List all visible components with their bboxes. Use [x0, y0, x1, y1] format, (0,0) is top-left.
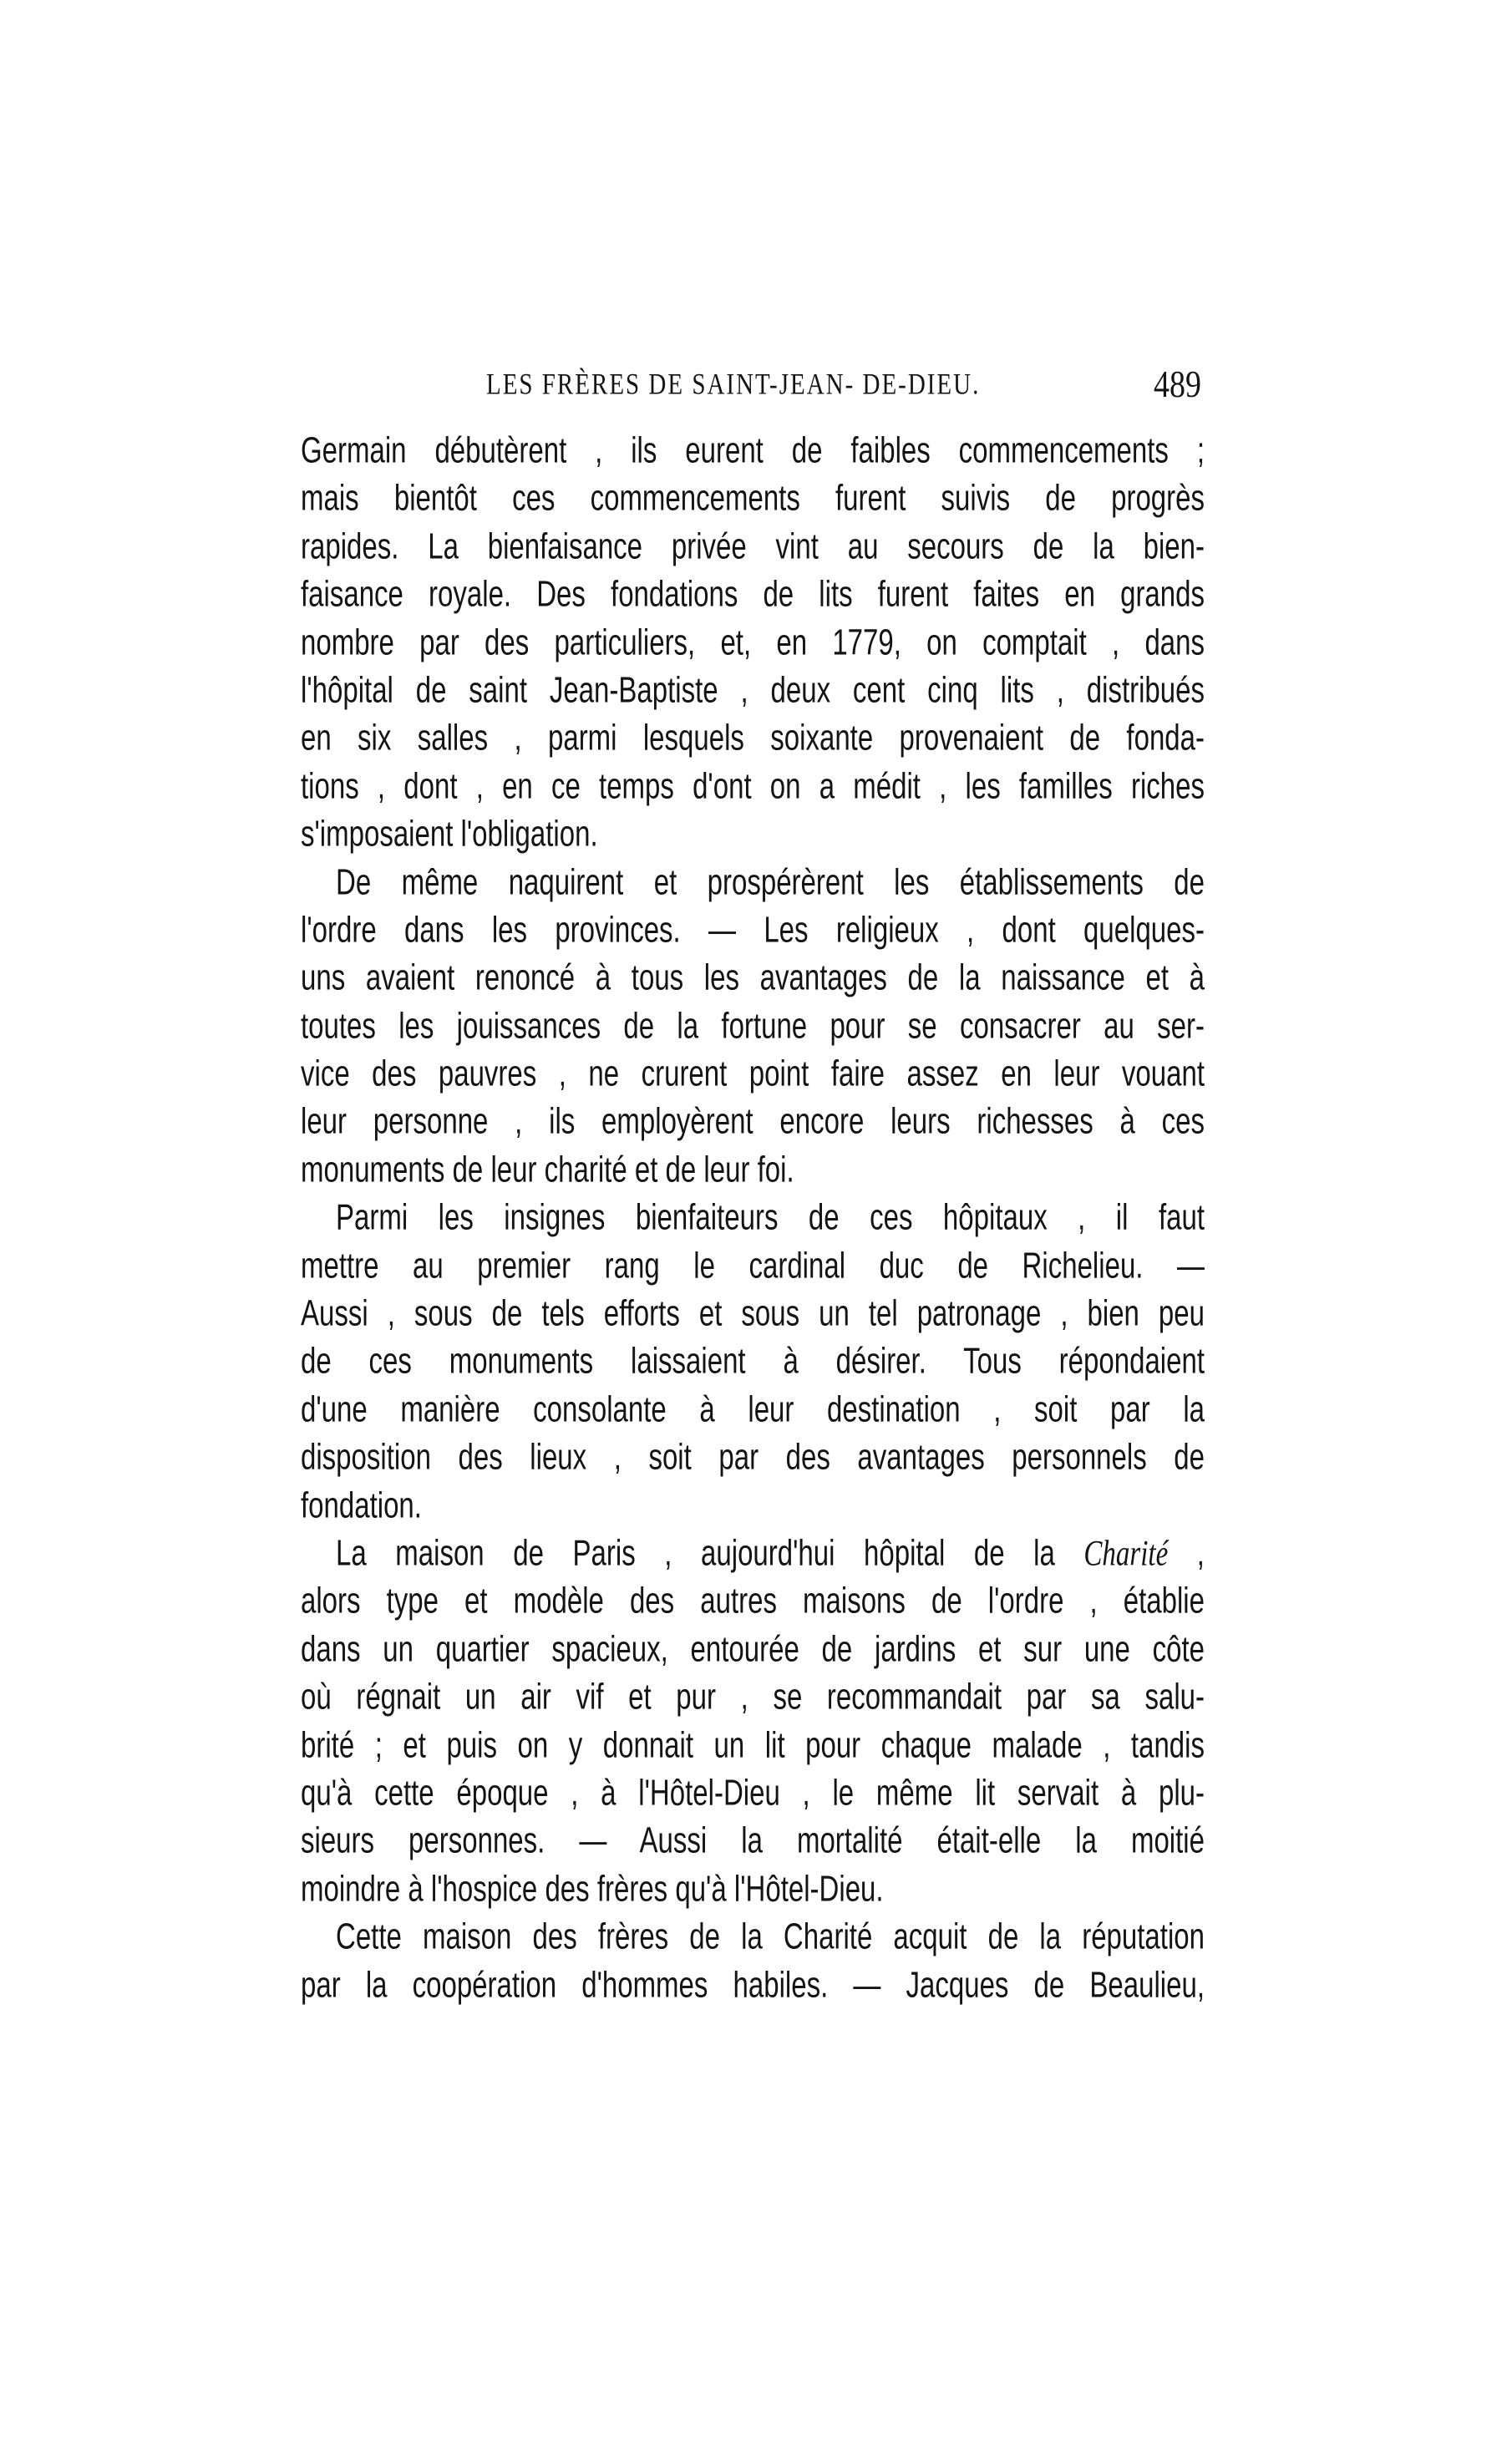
text-line: rapides. La bienfaisance privée vint au secours de la bien- — [301, 525, 1205, 566]
paragraph — [301, 1193, 1205, 1529]
text-line: De même naquirent et prospérèrent les établissements de — [336, 860, 1205, 902]
text-segment: , — [1168, 1532, 1205, 1573]
paragraph — [301, 1912, 1205, 2008]
text-line: Cette maison des frères de la Charité acquit de la réputation — [336, 1916, 1205, 1956]
text-line: mettre au premier rang le cardinal duc de Richelieu. — — [301, 1244, 1205, 1286]
text-line: vice des pauvres , ne crurent point faire assez en leur vouant — [301, 1053, 1205, 1094]
italic-text: Charité — [1083, 1534, 1169, 1575]
text-line: brité ; et puis on y donnait un lit pour chaque malade , tandis — [301, 1723, 1205, 1765]
text-line: mais bientôt ces commencements furent suivis de progrès — [301, 477, 1205, 519]
text-line: l'ordre dans les provinces. — Les religieux , dont quelques- — [301, 908, 1205, 950]
text-line: leur personne , ils employèrent encore leurs richesses à ces — [301, 1100, 1205, 1142]
text-line: nombre par des particuliers, et, en 1779, on comptait , dans — [301, 621, 1205, 662]
text-line: faisance royale. Des fondations de lits furent faites en grands — [301, 573, 1205, 615]
text-line: monuments de leur charité et de leur foi. — [301, 1148, 794, 1190]
page-number: 489 — [1154, 363, 1201, 406]
paragraph — [301, 1529, 1205, 1912]
text-line: Aussi , sous de tels efforts et sous un tel patronage , bien peu — [301, 1292, 1205, 1333]
running-head — [301, 363, 1203, 409]
text-line: qu'à cette époque , à l'Hôtel-Dieu , le même lit servait à plu- — [301, 1771, 1205, 1813]
text-line: en six salles , parmi lesquels soixante provenaient de fonda- — [301, 717, 1205, 759]
text-line: de ces monuments laissaient à désirer. Tous répondaient — [301, 1340, 1205, 1382]
text-line: disposition des lieux , soit par des avantages personnels de — [301, 1436, 1205, 1478]
text-line: Germain débutèrent , ils eurent de faibles commencements ; — [301, 429, 1205, 470]
text-line: l'hôpital de saint Jean-Baptiste , deux cent cinq lits , distribués — [301, 668, 1205, 710]
paragraph — [301, 426, 1205, 858]
running-head-title: LES FRÈRES DE SAINT-JEAN- DE-DIEU. — [486, 368, 981, 401]
text-line: par la coopération d'hommes habiles. — Jacques de Beaulieu, — [301, 1963, 1205, 2005]
text-line: Parmi les insignes bienfaiteurs de ces hôpitaux , il faut — [336, 1196, 1205, 1238]
text-line: tions , dont , en ce temps d'ont on a médit , les familles riches — [301, 764, 1205, 806]
text-line: alors type et modèle des autres maisons de l'ordre , établie — [301, 1580, 1205, 1621]
text-line: moindre à l'hospice des frères qu'à l'Hôtel-Dieu. — [301, 1867, 884, 1909]
text-line: toutes les jouissances de la fortune pour se consacrer au ser- — [301, 1004, 1205, 1046]
text-line: dans un quartier spacieux, entourée de jardins et sur une côte — [301, 1627, 1205, 1669]
text-line: fondation. — [301, 1484, 422, 1525]
text-line: où régnait un air vif et pur , se recommandait par sa salu- — [301, 1676, 1205, 1718]
text-segment: La maison de Paris , aujourd'hui hôpital de la — [336, 1532, 1084, 1573]
text-line: uns avaient renoncé à tous les avantages de la naissance et à — [301, 957, 1205, 998]
paragraph — [301, 858, 1205, 1194]
text-line: sieurs personnes. — Aussi la mortalité était-elle la moitié — [301, 1819, 1205, 1861]
body-text — [301, 426, 1205, 2008]
text-line: s'imposaient l'obligation. — [301, 813, 598, 854]
text-line: d'une manière consolante à leur destination , soit par la — [301, 1388, 1205, 1429]
